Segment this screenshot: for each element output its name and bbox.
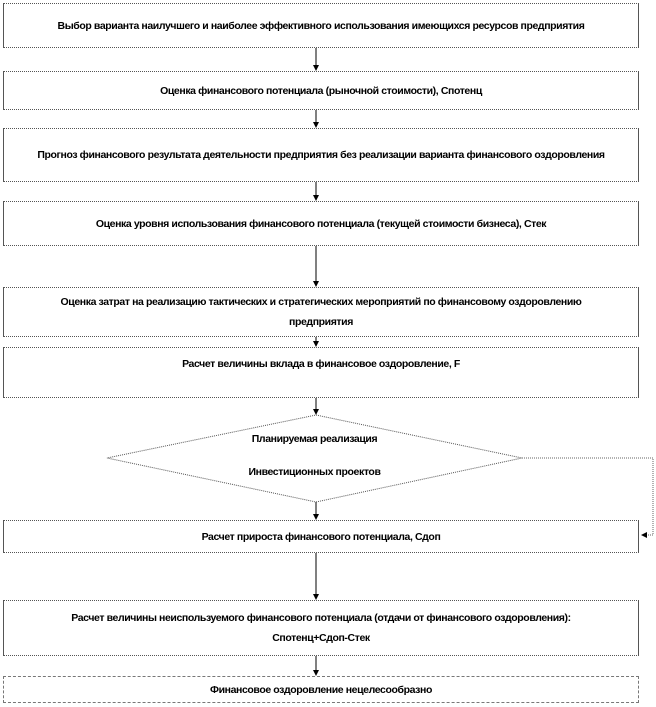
result-not-advisable: Финансовое оздоровление нецелесообразно [3, 676, 639, 703]
step-financial-result-forecast: Прогноз финансового результата деятельности предприятия без реализации варианта финансового оздоровления [3, 128, 639, 182]
step-potential-increase: Расчет прироста финансового потенциала, Сдоп [3, 520, 639, 553]
decision-label-line2: Инвестиционных проектов [248, 466, 381, 478]
step-unused-potential: Расчет величины неиспользуемого финансового потенциала (отдачи от финансового оздоровления): Спотенц+Сдоп-Стек [3, 600, 639, 656]
decision-diamond [107, 415, 522, 502]
step-resource-selection: Выбор варианта наилучшего и наиболее эффективного использования имеющихся ресурсов предприятия [3, 3, 639, 48]
decision-label-line1: Планируемая реализация [251, 433, 378, 445]
step-contribution-calculation: Расчет величины вклада в финансовое оздоровление, F [3, 347, 639, 398]
step-financial-potential-assessment: Оценка финансового потенциала (рыночной стоимости), Спотенц [3, 71, 639, 110]
step-potential-usage-assessment: Оценка уровня использования финансового потенциала (текущей стоимости бизнеса), Стек [3, 201, 639, 246]
step-cost-assessment: Оценка затрат на реализацию тактических и стратегических мероприятий по финансовому оздоровлению предприятия [3, 287, 639, 337]
